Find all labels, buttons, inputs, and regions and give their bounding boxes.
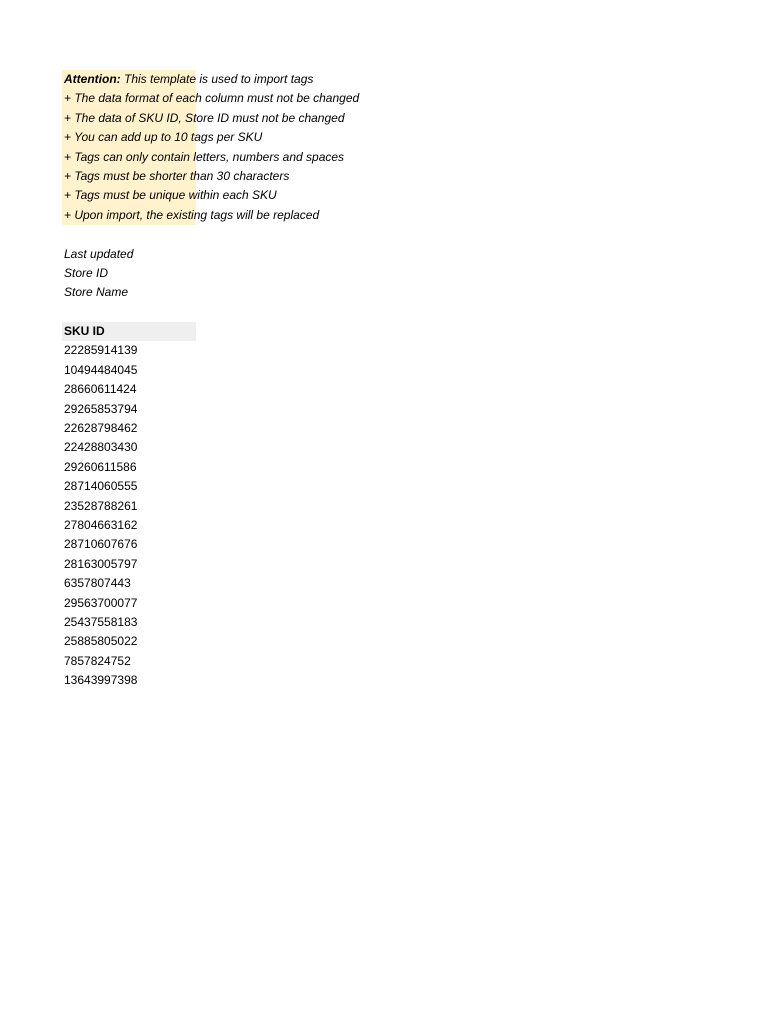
attention-line-6[interactable]: + Tags must be unique within each SKU — [62, 186, 196, 205]
attention-line-5[interactable]: + Tags must be shorter than 30 characters — [62, 167, 196, 186]
last-updated-label[interactable]: Last updated — [64, 246, 134, 261]
empty-cell[interactable] — [62, 225, 196, 244]
sku-id-cell[interactable]: 28714060555 — [64, 479, 138, 494]
attention-cell[interactable] — [62, 70, 314, 89]
sku-id-cell[interactable]: 29563700077 — [64, 595, 138, 610]
sku-id-cell[interactable]: 22285914139 — [64, 343, 138, 358]
attention-line-3[interactable]: + You can add up to 10 tags per SKU — [62, 128, 196, 147]
sku-id-cell[interactable]: 29260611586 — [64, 459, 137, 474]
sku-id-cell[interactable]: 28660611424 — [64, 382, 137, 397]
empty-cell[interactable] — [62, 303, 196, 322]
sku-id-cell[interactable]: 13643997398 — [64, 673, 138, 688]
attention-line-7[interactable]: + Upon import, the existing tags will be replaced — [62, 206, 196, 225]
store-name-label[interactable]: Store Name — [64, 285, 129, 300]
sku-id-cell[interactable]: 7857824752 — [64, 653, 131, 668]
sku-id-list — [62, 341, 196, 690]
sku-id-cell[interactable]: 23528788261 — [64, 498, 138, 513]
sku-id-cell[interactable]: 27804663162 — [64, 517, 138, 532]
spreadsheet-sheet — [62, 70, 360, 691]
attention-text: This template is used to import tags — [120, 72, 314, 86]
store-id-label[interactable]: Store ID — [64, 265, 109, 280]
sku-id-cell[interactable]: 22428803430 — [64, 440, 138, 455]
sku-id-cell[interactable]: 22628798462 — [64, 421, 138, 436]
sku-id-cell[interactable]: 10494484045 — [64, 362, 138, 377]
attention-line-1[interactable]: + The data format of each column must not be changed — [62, 89, 196, 108]
attention-line-4[interactable]: + Tags can only contain letters, numbers and spaces — [62, 148, 196, 167]
sku-id-cell[interactable]: 25885805022 — [64, 634, 138, 649]
sku-id-cell[interactable]: 6357807443 — [64, 576, 131, 591]
sku-id-cell[interactable]: 28710607676 — [64, 537, 138, 552]
sku-id-cell[interactable]: 29265853794 — [64, 401, 138, 416]
attention-label: Attention: — [64, 72, 121, 86]
attention-line-2[interactable]: + The data of SKU ID, Store ID must not be changed — [62, 109, 196, 128]
sku-id-cell[interactable]: 25437558183 — [64, 614, 138, 629]
sku-id-cell[interactable]: 28163005797 — [64, 556, 138, 571]
sku-id-column-header[interactable]: SKU ID — [62, 322, 196, 341]
